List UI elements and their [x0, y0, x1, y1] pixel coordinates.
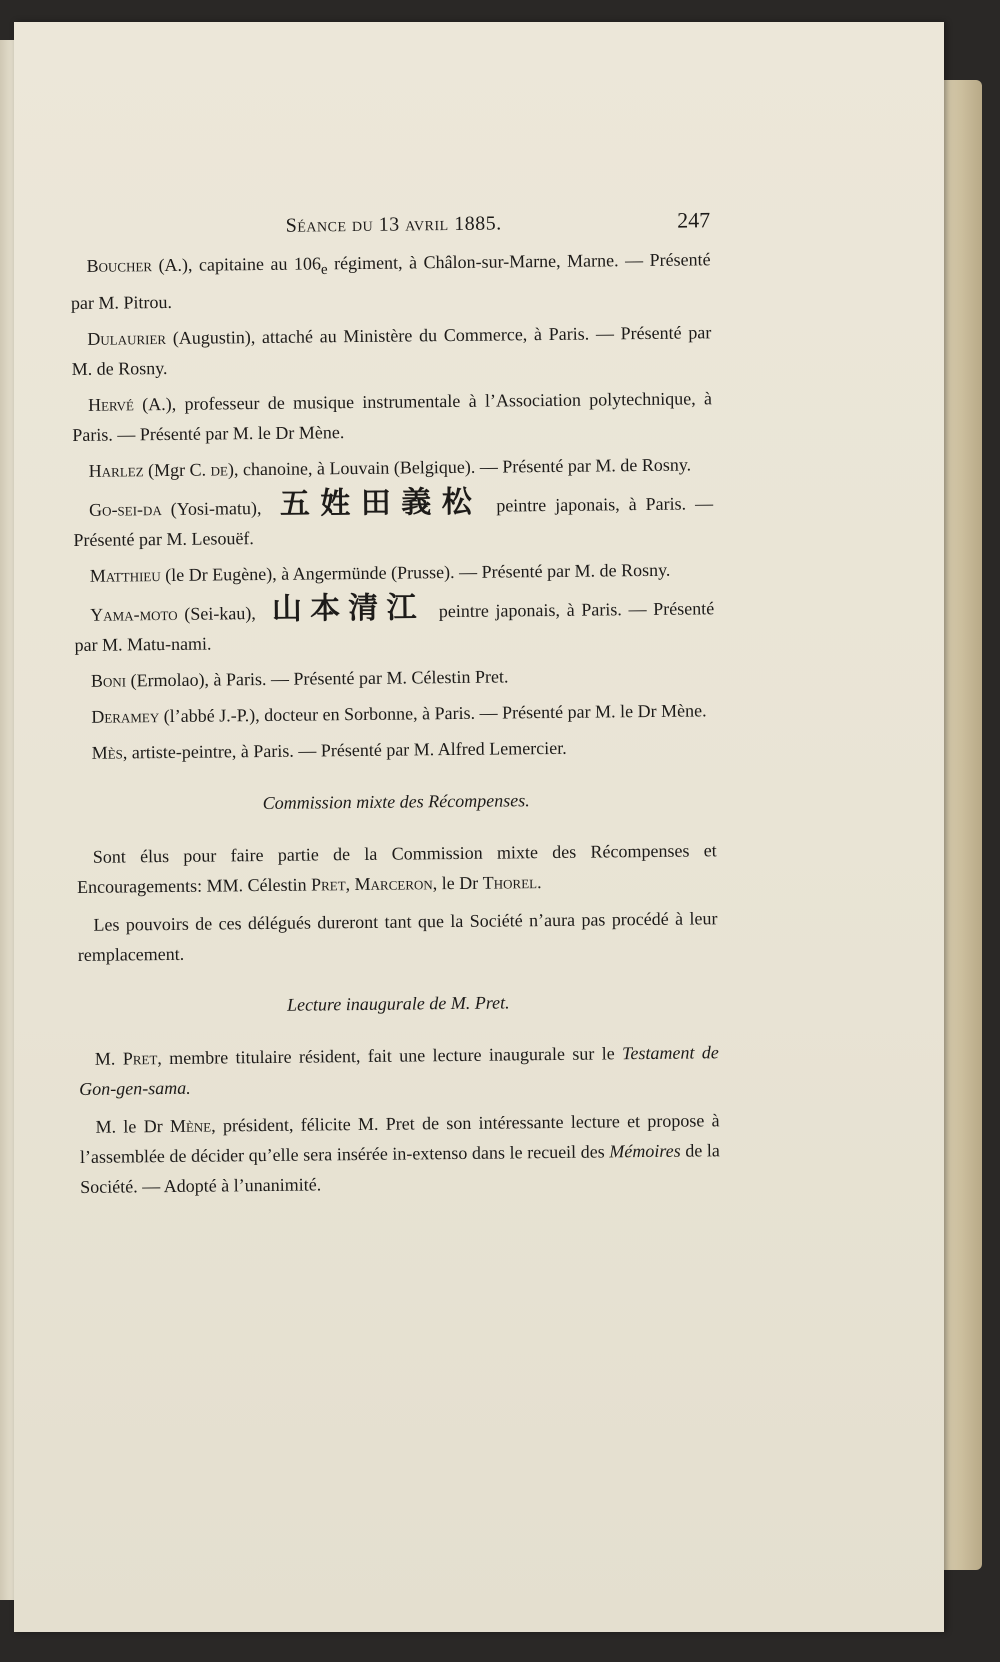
rh-du: du: [351, 213, 374, 237]
person-name: Thorel: [482, 871, 538, 893]
section-heading-lecture: Lecture inaugurale de M. Pret.: [286, 992, 510, 1015]
member-kanji-name: 山本清江: [269, 589, 425, 627]
member-details-rest: peintre japonais, à Paris. — Présenté par M. Lesouëf.: [73, 492, 714, 550]
member-details: (Mgr C.: [143, 459, 211, 480]
page-number: 247: [676, 207, 711, 233]
member-name: Mès: [91, 742, 123, 763]
member-details: (le Dr Eugène), à Angermünde (Prusse). — Présenté par M. de Rosny.: [160, 559, 671, 585]
text-run: ,: [345, 873, 355, 894]
text-run: Sont élus pour faire partie de la Commission mixte des Récompenses et Encouragements: MM. Célestin: [76, 839, 717, 897]
member-particle: de: [210, 458, 229, 480]
member-entry: [75, 659, 715, 696]
member-details: (A.), professeur de musique instrumentale à l’Association polytechnique, à Paris. — Présenté par M. le Dr Mène.: [72, 387, 713, 445]
member-name: Boucher: [86, 255, 153, 276]
page-text-block: [70, 205, 720, 1209]
rh-year: 1885.: [454, 212, 502, 235]
member-details: (l’abbé J.-P.), docteur en Sorbonne, à Paris. — Présenté par M. le Dr Mène.: [159, 699, 707, 726]
member-entry: [72, 383, 713, 450]
member-name: Harlez: [88, 459, 144, 481]
work-title: Mémoires: [609, 1140, 681, 1161]
member-details: (A.), capitaine au 106: [151, 253, 322, 276]
lecture-paragraph: [79, 1037, 720, 1104]
person-name: Mène: [169, 1115, 212, 1136]
text-run: M. le Dr: [95, 1115, 171, 1137]
member-entry: [73, 449, 713, 486]
member-name: Yama-moto: [90, 603, 178, 625]
commission-paragraph: Les pouvoirs de ces délégués dureront tant que la Société n’aura pas procédé à leur remplacement.: [77, 907, 718, 965]
member-name: Boni: [90, 670, 127, 691]
member-name: Dulaurier: [87, 327, 167, 349]
text-run: , membre titulaire résident, fait une lecture inaugurale sur le: [157, 1042, 623, 1068]
member-details-rest: ), chanoine, à Louvain (Belgique). — Présenté par M. de Rosny.: [227, 454, 692, 479]
member-details-rest: peintre japonais, à Paris. — Présenté par M. Matu-nami.: [74, 597, 715, 655]
member-name: Matthieu: [89, 564, 161, 586]
member-entry: [71, 317, 712, 384]
member-details-rest: régiment, à Châlon-sur-Marne, Marne. — Présenté par M. Pitrou.: [70, 249, 711, 313]
text-run: de la Société. — Adopté à l’unanimité.: [80, 1139, 720, 1197]
lecture-paragraph: [79, 1105, 720, 1202]
member-entry: [75, 695, 715, 732]
text-run: , président, félicite M. Pret de son intéressante lecture et propose à l’assemblée de décider qu’elle sera insérée in-extenso dans le recueil des: [79, 1109, 720, 1167]
member-details: (Augustin), attaché au Ministère du Commerce, à Paris. — Présenté par M. de Rosny.: [71, 321, 712, 379]
person-name: Marceron: [354, 872, 433, 894]
member-details: (Yosi-matu),: [161, 497, 262, 519]
ordinal-suffix: e: [320, 261, 328, 278]
rh-day: 13: [378, 213, 400, 236]
member-kanji-name: 五姓田義松: [275, 484, 483, 522]
text-run: .: [536, 871, 542, 892]
member-details: , artiste-peintre, à Paris. — Présenté par M. Alfred Lemercier.: [122, 737, 567, 763]
person-name: Pret: [122, 1047, 158, 1069]
rh-month: avril: [405, 213, 449, 236]
text-run: M.: [94, 1048, 123, 1069]
text-run: , le Dr: [432, 872, 483, 893]
member-entry: [74, 554, 714, 591]
member-entry: [76, 731, 716, 768]
section-heading-commission: Commission mixte des Récompenses.: [262, 789, 530, 813]
person-name: Pret: [310, 873, 346, 895]
member-name: Go-sei-da: [89, 498, 162, 520]
member-entry: [74, 590, 715, 660]
member-entry: [70, 244, 711, 317]
rh-seance: Séance: [285, 214, 347, 237]
member-name: Hervé: [87, 393, 135, 415]
running-head: [70, 205, 710, 243]
running-head-title: [70, 207, 677, 243]
member-details: (Ermolao), à Paris. — Présenté par M. Célestin Pret.: [125, 666, 509, 691]
commission-paragraph: [77, 835, 718, 902]
member-name: Deramey: [91, 705, 160, 727]
member-entry: [73, 485, 714, 555]
member-details: (Sei-kau),: [177, 602, 256, 624]
work-title: Testament de Gon-gen-sama.: [79, 1041, 719, 1099]
book-page: [14, 22, 944, 1632]
